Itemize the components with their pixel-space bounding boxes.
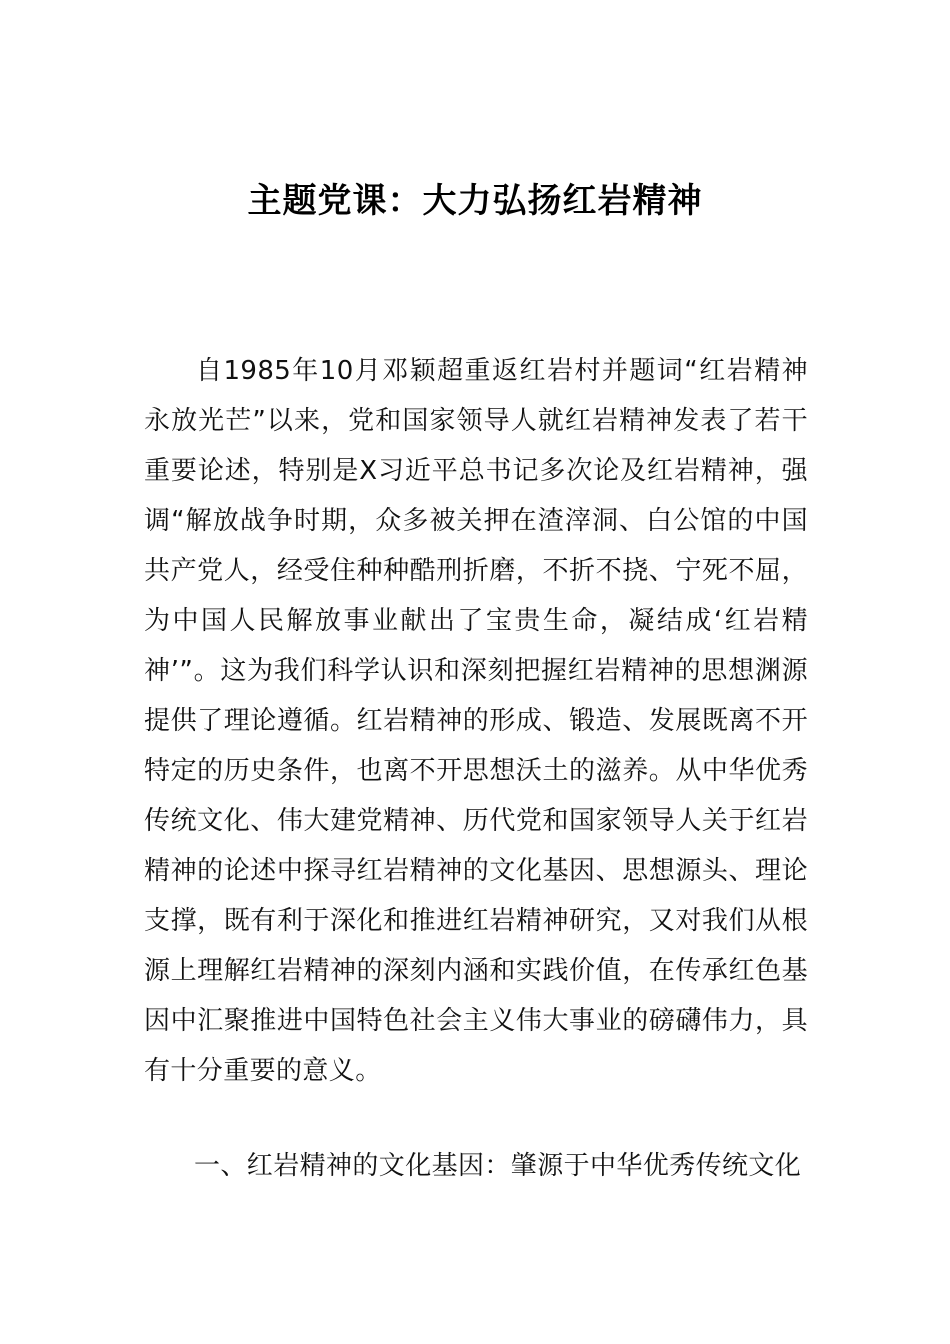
section-heading: 一、红岩精神的文化基因：肇源于中华优秀传统文化 bbox=[194, 1151, 802, 1181]
document-title: 主题党课：大力弘扬红岩精神 bbox=[247, 180, 703, 221]
body-paragraph: 自1985年10月邓颖超重返红岩村并题词“红岩精神永放光芒”以来，党和国家领导人就红岩精神发表了若干重要论述，特别是X习近平总书记多次论及红岩精神，强调“解放战争时期，众多被关押在渣滓洞、白公馆的中国共产党人，经受住种种酷刑折磨，不折不挠、宁死不屈，为中国人民解放事业献出了宝贵生命，凝结成‘红岩精神’”。这为我们科学认识和深刻把握红岩精神的思想渊源提供了理论遵循。红岩精神的形成、锻造、发展既离不开特定的历史条件，也离不开思想沃土的滋养。从中华优秀传统文化、伟大建党精神、历代党和国家领导人关于红岩精神的论述中探寻红岩精神的文化基因、思想源头、理论支撑，既有利于深化和推进红岩精神研究，又对我们从根源上理解红岩精神的深刻内涵和实践价值，在传承红色基因中汇聚推进中国特色社会主义伟大事业的磅礴伟力，具有十分重要的意义。 bbox=[144, 356, 808, 1086]
